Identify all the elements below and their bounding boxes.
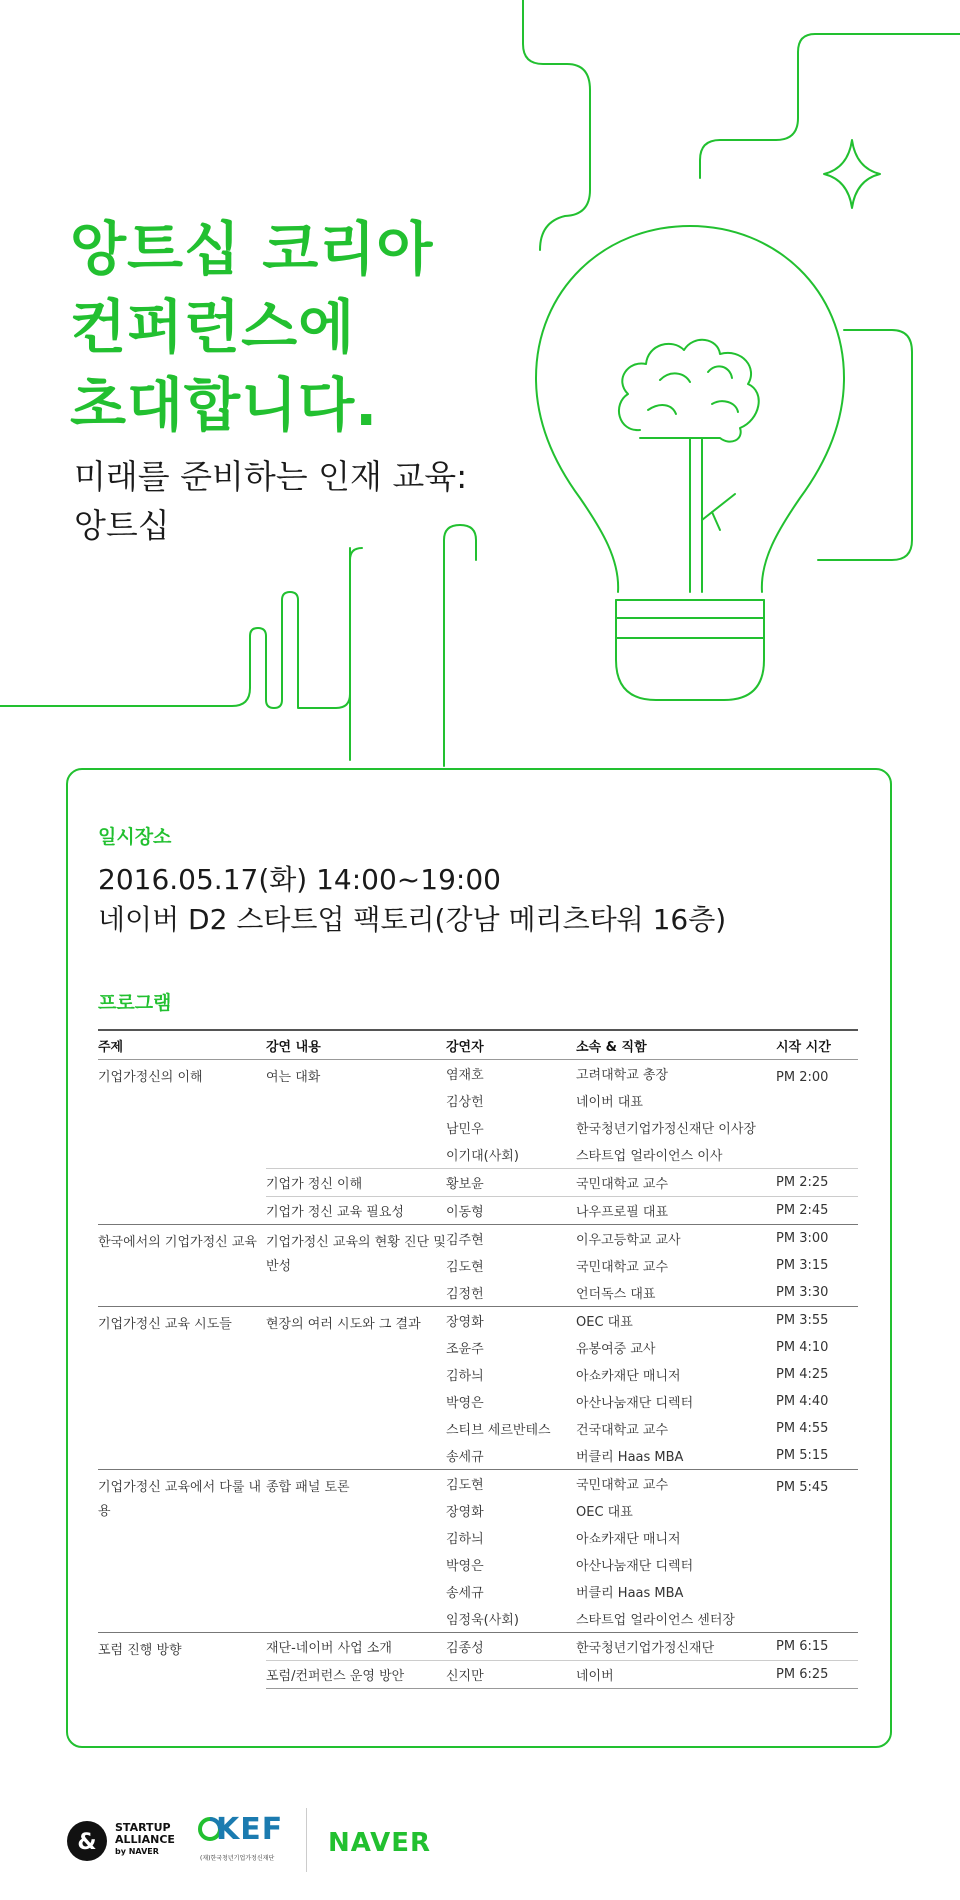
affiliation-cell: OEC 대표 [576,1307,776,1335]
content-cell: 포럼/컨퍼런스 운영 방안 [266,1661,446,1689]
table-row [98,1307,858,1335]
page-title [70,210,433,444]
affiliation-cell: 국민대학교 교수 [576,1470,776,1498]
sponsor-footer [66,1808,486,1878]
program-label: 프로그램 [98,992,172,1014]
affiliation-cell: 스타트업 얼라이언스 센터장 [576,1613,735,1628]
speaker-cell: 장영화 [446,1307,576,1335]
speaker-cell: 김종성 [446,1633,576,1661]
time-cell: PM 5:45 [776,1470,858,1633]
topic-cell: 한국에서의 기업가정신 교육 [98,1225,266,1307]
footer-divider [306,1808,307,1872]
speaker-cell: 스티브 세르반테스 [446,1423,551,1438]
startup-alliance-logo-icon [66,1820,108,1862]
table-row [98,1470,858,1498]
alliance-text-line: by NAVER [115,1847,159,1856]
affiliation-cell: 국민대학교 교수 [576,1169,776,1197]
title-line: 앙트십 코리아 [70,215,434,283]
time-cell: PM 2:25 [776,1169,858,1197]
affiliation-cell: 버클리 Haas MBA [576,1586,684,1601]
speaker-cell: 송세규 [446,1450,484,1465]
topic-cell: 기업가정신 교육 시도들 [98,1307,266,1470]
content-cell: 현장의 여러 시도와 그 결과 [266,1307,446,1470]
speaker-cell: 김하늬 [446,1532,484,1547]
content-cell: 기업가 정신 교육 필요성 [266,1197,446,1225]
content-cell: 재단-네이버 사업 소개 [266,1633,446,1661]
title-line: 초대합니다. [70,371,379,439]
speaker-cell: 김도현 [446,1470,576,1498]
time-cell: PM 2:45 [776,1197,858,1225]
affiliation-cell: 아쇼카재단 매니저 [576,1369,681,1384]
time-cell: PM 5:15 [776,1448,829,1463]
speaker-cell: 김상헌 [446,1095,484,1110]
kef-subtitle: (재)한국청년기업가정신재단 [200,1855,275,1862]
affiliation-cell: 고려대학교 총장 [576,1068,669,1083]
startup-alliance-logo [115,1822,175,1858]
affiliation-cell: 네이버 [576,1661,776,1689]
time-cell: PM 3:15 [776,1258,829,1273]
time-cell: PM 4:55 [776,1421,829,1436]
column-header: 강연 내용 [266,1030,446,1060]
column-header: 강연자 [446,1030,576,1060]
speaker-cell: 김주현 [446,1225,576,1253]
subtitle [74,452,467,550]
event-date: 2016.05.17(화) 14:00~19:00 [98,863,501,896]
affiliation-cell: 스타트업 얼라이언스 이사 [576,1149,723,1164]
topic-cell: 기업가정신의 이해 [98,1070,203,1085]
column-header: 주제 [98,1030,266,1060]
affiliation-cell: 아산나눔재단 디렉터 [576,1559,694,1574]
speaker-cell: 황보윤 [446,1169,576,1197]
speaker-cell: 염재호 [446,1068,484,1083]
content-cell: 기업가정신 교육의 현황 진단 및 반성 [266,1225,446,1307]
affiliation-cell: 버클리 Haas MBA [576,1450,684,1465]
content-cell: 여는 대화 [266,1070,321,1085]
time-cell: PM 4:25 [776,1367,829,1382]
topic-cell: 포럼 진행 방향 [98,1633,266,1689]
speaker-cell: 장영화 [446,1505,484,1520]
speaker-cell: 박영은 [446,1396,484,1411]
naver-logo: NAVER [328,1828,432,1858]
speaker-cell: 조윤주 [446,1342,484,1357]
speaker-cell: 김정헌 [446,1287,484,1302]
table-row [98,1225,858,1253]
speaker-cell: 김도현 [446,1260,484,1275]
program-table [98,1029,858,1689]
affiliation-cell: 나우프로필 대표 [576,1197,776,1225]
affiliation-cell: 한국청년기업가정신재단 [576,1633,776,1661]
time-cell: PM 4:40 [776,1394,829,1409]
content-cell: 종합 패널 토론 [266,1470,446,1633]
speaker-cell: 송세규 [446,1586,484,1601]
column-header: 소속 & 직함 [576,1030,776,1060]
event-venue: 네이버 D2 스타트업 팩토리(강남 메리츠타워 16층) [98,903,727,936]
speaker-cell: 임정욱(사회) [446,1613,519,1628]
alliance-text-line: STARTUP [115,1821,171,1834]
affiliation-cell: 아쇼카재단 매니저 [576,1532,681,1547]
schedule-label: 일시장소 [98,826,172,848]
affiliation-cell: OEC 대표 [576,1505,633,1520]
table-header-row [98,1030,858,1060]
kef-logo: KEF [216,1812,284,1847]
affiliation-cell: 언더독스 대표 [576,1287,656,1302]
speaker-cell: 남민우 [446,1122,484,1137]
affiliation-cell: 한국청년기업가정신재단 이사장 [576,1122,756,1137]
speaker-cell: 이동형 [446,1197,576,1225]
time-cell: PM 3:55 [776,1307,858,1335]
svg-text:&: & [77,1830,97,1855]
time-cell: PM 2:00 [776,1070,829,1085]
time-cell: PM 6:15 [776,1633,858,1661]
time-cell: PM 6:25 [776,1661,858,1689]
time-cell: PM 4:10 [776,1340,829,1355]
affiliation-cell: 이우고등학교 교사 [576,1225,776,1253]
time-cell: PM 3:30 [776,1285,829,1300]
speaker-cell: 신지만 [446,1661,576,1689]
content-cell: 기업가 정신 이해 [266,1169,446,1197]
speaker-cell: 박영은 [446,1559,484,1574]
table-row [98,1060,858,1088]
affiliation-cell: 건국대학교 교수 [576,1423,669,1438]
affiliation-cell: 유봉여중 교사 [576,1342,656,1357]
subtitle-line: 미래를 준비하는 인재 교육: [74,457,468,496]
subtitle-line: 앙트십 [74,506,170,545]
speaker-cell: 김하늬 [446,1369,484,1384]
sparkle-icon [824,140,880,208]
column-header: 시작 시간 [776,1030,858,1060]
speaker-cell: 이기대(사회) [446,1149,519,1164]
affiliation-cell: 국민대학교 교수 [576,1260,669,1275]
topic-cell: 기업가정신 교육에서 다룰 내용 [98,1470,266,1633]
affiliation-cell: 아산나눔재단 디렉터 [576,1396,694,1411]
alliance-text-line: ALLIANCE [115,1833,175,1846]
affiliation-cell: 네이버 대표 [576,1095,643,1110]
time-cell: PM 3:00 [776,1225,858,1253]
table-row [98,1633,858,1661]
title-line: 컨퍼런스에 [70,293,356,361]
